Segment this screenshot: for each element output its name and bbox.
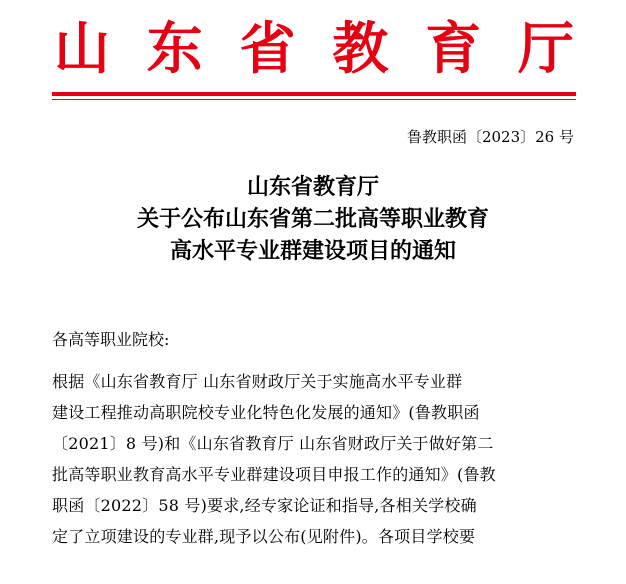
body-line: 根据《山东省教育厅 山东省财政厅关于实施高水平专业群: [52, 372, 463, 391]
masthead-divider-thin: [52, 99, 576, 100]
body-paragraph: [52, 366, 576, 552]
masthead-char: 省: [239, 17, 296, 82]
title-line-3: 高水平专业群建设项目的通知: [169, 239, 456, 264]
masthead-char: 东: [146, 17, 203, 82]
body-line: 定了立项建设的专业群,现予以公布(见附件)。各项目学校要: [52, 527, 476, 546]
masthead-char: 厅: [517, 17, 574, 82]
masthead-char: 教: [332, 17, 389, 82]
body-line: 〔2021〕8 号)和《山东省教育厅 山东省财政厅关于做好第二: [52, 434, 494, 453]
salutation: 各高等职业院校:: [52, 330, 170, 349]
body-line: 建设工程推动高职院校专业化特色化发展的通知》(鲁教职函: [52, 403, 480, 422]
document-number: 鲁教职函〔2023〕26 号: [406, 128, 574, 146]
document-title: [0, 172, 626, 268]
title-line-2: 关于公布山东省第二批高等职业教育: [136, 207, 489, 232]
masthead-char: 育: [425, 17, 482, 82]
masthead-org-name: [52, 18, 576, 82]
masthead-divider-thick: [52, 92, 576, 96]
title-line-1: 山东省教育厅: [246, 175, 379, 200]
body-line: 批高等职业教育高水平专业群建设项目申报工作的通知》(鲁教: [52, 465, 496, 484]
body-line: 职函〔2022〕58 号)要求,经专家论证和指导,各相关学校确: [52, 496, 477, 515]
masthead-char: 山: [54, 17, 110, 82]
